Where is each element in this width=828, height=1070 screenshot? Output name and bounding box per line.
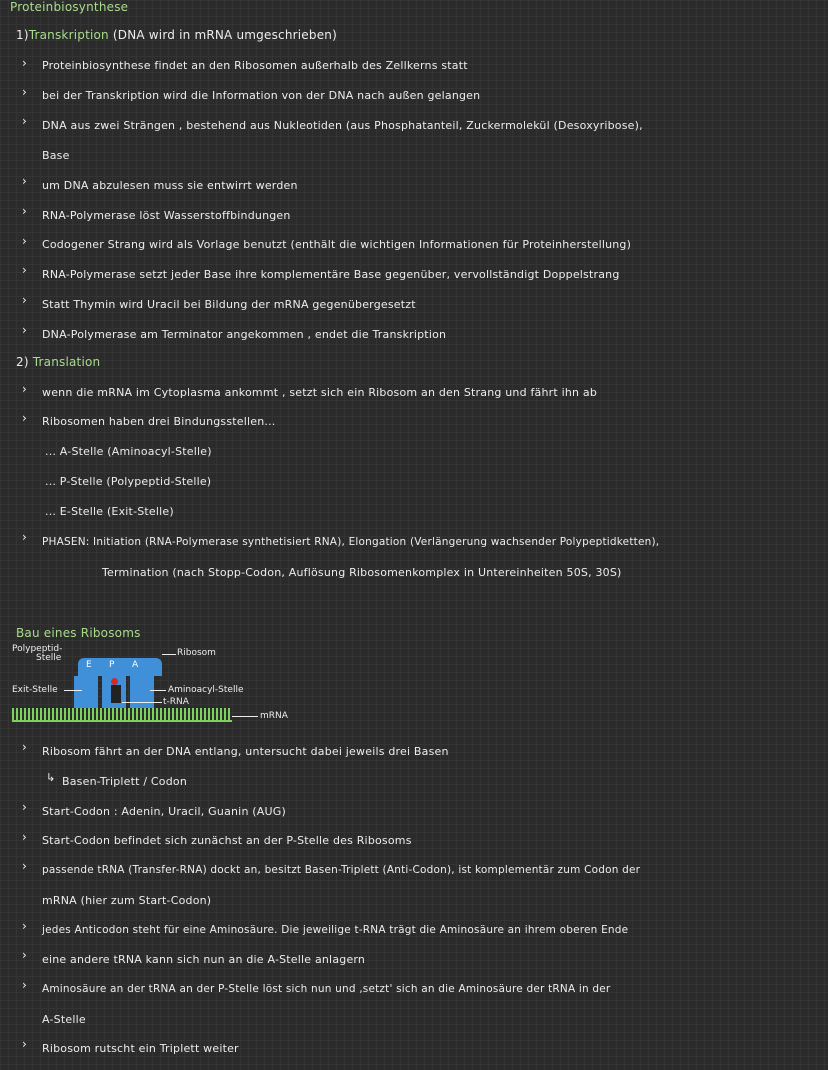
ribosome-a-site	[130, 676, 154, 708]
bullet-arrow-icon: ›	[22, 800, 27, 814]
label-polypeptid-stelle: Stelle	[36, 653, 62, 663]
section-translation-heading	[16, 355, 100, 369]
bullet-arrow-icon: ›	[22, 56, 27, 70]
list-item: Proteinbiosynthese findet an den Ribosomen außerhalb des Zellkerns statt	[42, 59, 468, 72]
list-item: Ribosom rutscht ein Triplett weiter	[42, 1042, 239, 1055]
list-item: eine andere tRNA kann sich nun an die A-Stelle anlagern	[42, 953, 366, 966]
sub-item: ... A-Stelle (Aminoacyl-Stelle)	[45, 445, 212, 458]
list-item: RNA-Polymerase setzt jeder Base ihre komplementäre Base gegenüber, vervollständigt Doppelstrang	[42, 268, 620, 281]
list-item-continued: A-Stelle	[42, 1013, 86, 1026]
list-item: Ribosom fährt an der DNA entlang, untersucht dabei jeweils drei Basen	[42, 745, 449, 758]
bullet-arrow-icon: ›	[22, 919, 27, 933]
mrna-strand	[12, 708, 232, 722]
list-item-continued: Basen-Triplett / Codon	[62, 775, 188, 788]
label-ribosom: Ribosom	[177, 648, 216, 658]
trna-shape	[111, 685, 121, 703]
list-item: DNA-Polymerase am Terminator angekommen , endet die Transkription	[42, 328, 447, 341]
list-item: Codogener Strang wird als Vorlage benutzt (enthält die wichtigen Informationen für Proteinherstellung)	[42, 238, 632, 251]
bullet-arrow-icon: ›	[22, 234, 27, 248]
site-a-label: A	[132, 660, 139, 670]
sub-item: ... P-Stelle (Polypeptid-Stelle)	[45, 475, 212, 488]
section-subtitle: (DNA wird in mRNA umgeschrieben)	[112, 28, 337, 42]
list-item-continued: Base	[42, 149, 70, 162]
bullet-arrow-icon: ›	[22, 293, 27, 307]
list-item: DNA aus zwei Strängen , bestehend aus Nukleotiden (aus Phosphatanteil, Zuckermolekül (Desoxyribose),	[42, 119, 643, 132]
section-title: Translation	[32, 355, 101, 369]
bullet-arrow-icon: ›	[22, 323, 27, 337]
label-trna: t-RNA	[163, 697, 189, 707]
label-mrna: mRNA	[260, 711, 288, 721]
bullet-arrow-icon: ›	[22, 948, 27, 962]
bullet-arrow-icon: ›	[22, 978, 27, 992]
list-item: PHASEN: Initiation (RNA-Polymerase synthetisiert RNA), Elongation (Verlängerung wachsender Polypeptidketten),	[42, 536, 660, 548]
bullet-arrow-icon: ›	[22, 1037, 27, 1051]
section-title: Transkription	[28, 28, 109, 42]
bullet-arrow-icon: ›	[22, 85, 27, 99]
list-item: RNA-Polymerase löst Wasserstoffbindungen	[42, 209, 291, 222]
bullet-arrow-icon: ›	[22, 263, 27, 277]
ribosome-e-site	[74, 676, 98, 708]
list-item: bei der Transkription wird die Information von der DNA nach außen gelangen	[42, 89, 481, 102]
list-item: Start-Codon befindet sich zunächst an der P-Stelle des Ribosoms	[42, 834, 412, 847]
site-e-label: E	[86, 660, 92, 670]
list-item: um DNA abzulesen muss sie entwirrt werden	[42, 179, 298, 192]
list-item: Ribosomen haben drei Bindungsstellen...	[42, 415, 276, 428]
list-item: Start-Codon : Adenin, Uracil, Guanin (AUG)	[42, 805, 286, 818]
list-item: Statt Thymin wird Uracil bei Bildung der mRNA gegenübergesetzt	[42, 298, 416, 311]
sub-arrow-icon: ↳	[46, 771, 56, 784]
list-item: Aminosäure an der tRNA an der P-Stelle löst sich nun und ‚setzt' sich an die Aminosäure der tRNA in der	[42, 983, 611, 995]
section-number: 2)	[16, 355, 29, 369]
site-p-label: P	[109, 660, 115, 670]
bullet-arrow-icon: ›	[22, 530, 27, 544]
aminoacid-dot	[111, 678, 118, 685]
ribosome-diagram	[10, 642, 310, 732]
bullet-arrow-icon: ›	[22, 382, 27, 396]
bullet-arrow-icon: ›	[22, 204, 27, 218]
list-item: passende tRNA (Transfer-RNA) dockt an, besitzt Basen-Triplett (Anti-Codon), ist komplementär zum Codon der	[42, 864, 641, 876]
diagram-title: Bau eines Ribosoms	[16, 626, 141, 640]
page-title: Proteinbiosynthese	[10, 0, 129, 14]
bullet-arrow-icon: ›	[22, 174, 27, 188]
bullet-arrow-icon: ›	[22, 114, 27, 128]
label-polypeptid: Polypeptid-	[12, 644, 63, 654]
bullet-arrow-icon: ›	[22, 859, 27, 873]
bullet-arrow-icon: ›	[22, 740, 27, 754]
bullet-arrow-icon: ›	[22, 830, 27, 844]
section-transkription-heading	[16, 28, 337, 42]
label-exit-stelle: Exit-Stelle	[12, 685, 58, 695]
list-item-continued: mRNA (hier zum Start-Codon)	[42, 894, 212, 907]
label-aminoacyl-stelle: Aminoacyl-Stelle	[168, 685, 244, 695]
list-item-continued: Termination (nach Stopp-Codon, Auflösung Ribosomenkomplex in Untereinheiten 50S, 30S)	[102, 566, 622, 579]
section-number: 1)	[16, 28, 29, 42]
list-item: wenn die mRNA im Cytoplasma ankommt , setzt sich ein Ribosom an den Strang und fährt ihn ab	[42, 386, 598, 399]
bullet-arrow-icon: ›	[22, 411, 27, 425]
list-item: jedes Anticodon steht für eine Aminosäure. Die jeweilige t-RNA trägt die Aminosäure an ihrem oberen Ende	[42, 924, 629, 936]
sub-item: ... E-Stelle (Exit-Stelle)	[45, 505, 174, 518]
